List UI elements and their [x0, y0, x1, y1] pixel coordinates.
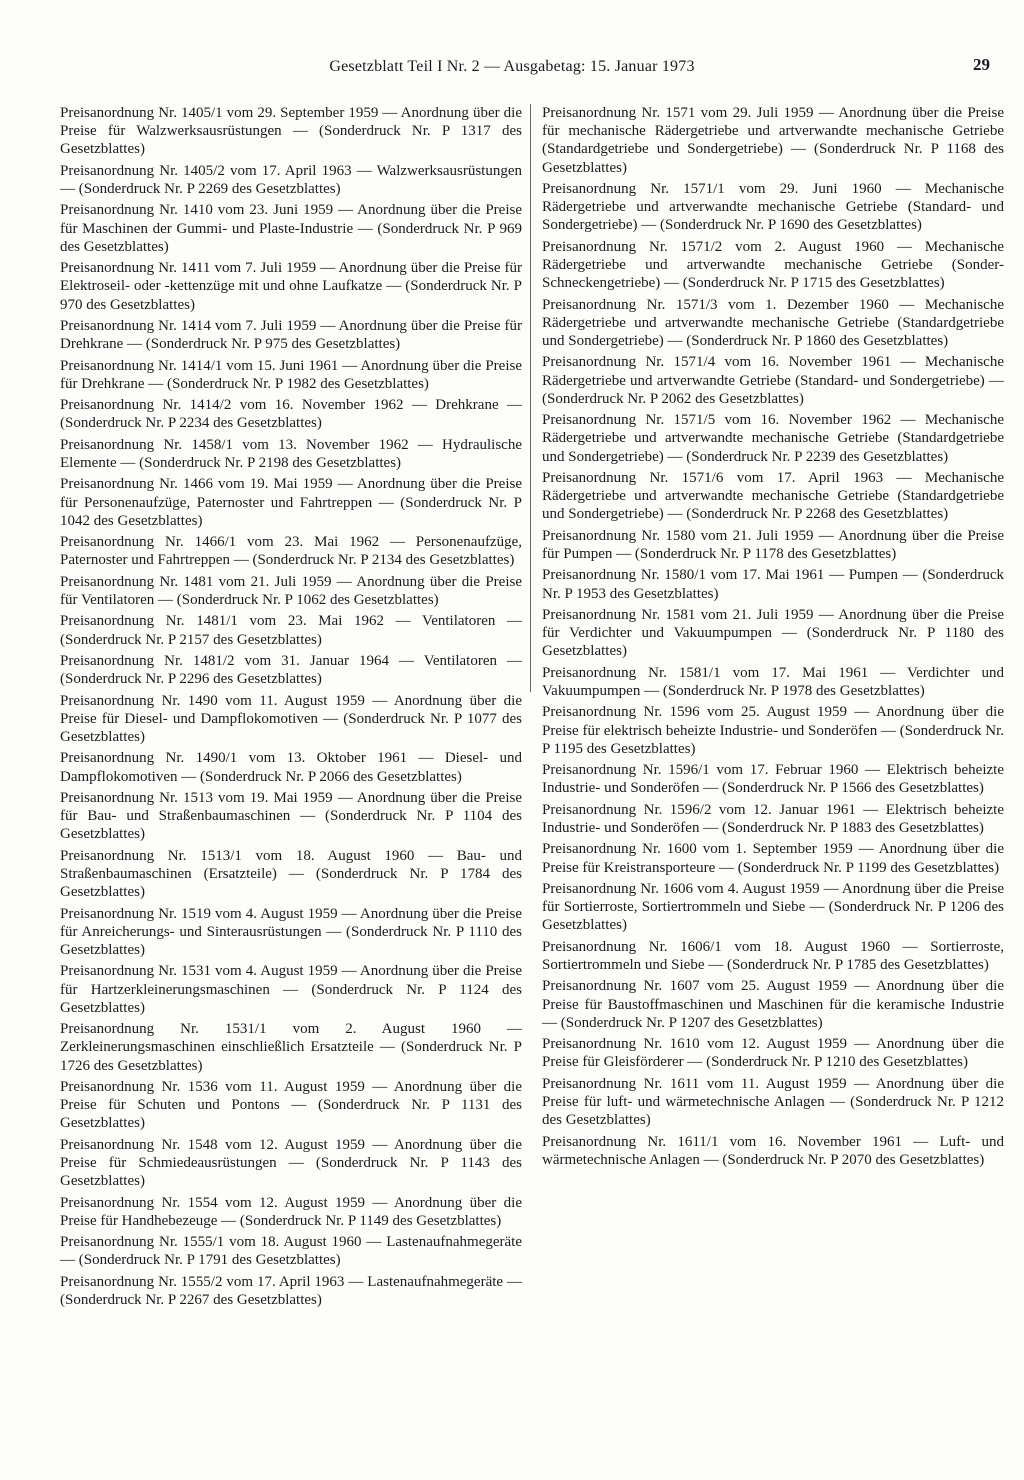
price-order-entry: Preisanordnung Nr. 1513/1 vom 18. August 1960 — Bau- und Straßenbaumaschinen (Ersatzteile) — (Sonderdruck Nr. P 1784 des Gesetzblattes): [60, 847, 522, 901]
price-order-entry: Preisanordnung Nr. 1610 vom 12. August 1959 — Anordnung über die Preise für Gleisförderer — (Sonderdruck Nr. P 1210 des Gesetzblattes): [542, 1036, 1004, 1071]
price-order-entry: Preisanordnung Nr. 1555/1 vom 18. August 1960 — Lastenaufnahmegeräte — (Sonderdruck Nr. P 1791 des Gesetzblattes): [60, 1234, 522, 1269]
page-header: [0, 55, 1024, 82]
price-order-entry: Preisanordnung Nr. 1571/1 vom 29. Juni 1960 — Mechanische Rädergetriebe und artverwandte mechanische Getriebe (Standard- und Sondergetriebe) — (Sonderdruck Nr. P 1690 des Gesetzblattes): [542, 181, 1004, 234]
price-order-entry: Preisanordnung Nr. 1611 vom 11. August 1959 — Anordnung über die Preise für luft- und wärmetechnische Anlagen — (Sonderdruck Nr. P 1212 des Gesetzblattes): [542, 1075, 1004, 1129]
price-order-entry: Preisanordnung Nr. 1531/1 vom 2. August 1960 — Zerkleinerungsmaschinen einschließlich Ersatzteile — (Sonderdruck Nr. P 1726 des Gesetzblattes): [60, 1021, 522, 1074]
price-order-entry: Preisanordnung Nr. 1580/1 vom 17. Mai 1961 — Pumpen — (Sonderdruck Nr. P 1953 des Gesetzblattes): [542, 567, 1004, 602]
price-order-entry: Preisanordnung Nr. 1519 vom 4. August 1959 — Anordnung über die Preise für Anreicherungs- und Sinterausrüstungen — (Sonderdruck Nr. P 1110 des Gesetzblattes): [60, 905, 522, 958]
price-order-entry: Preisanordnung Nr. 1414/1 vom 15. Juni 1961 — Anordnung über die Preise für Drehkrane — (Sonderdruck Nr. P 1982 des Gesetzblattes): [60, 357, 522, 392]
price-order-entry: Preisanordnung Nr. 1410 vom 23. Juni 1959 — Anordnung über die Preise für Maschinen der Gummi- und Plaste-Industrie — (Sonderdruck Nr. P 969 des Gesetzblattes): [60, 202, 522, 255]
price-order-entry: Preisanordnung Nr. 1607 vom 25. August 1959 — Anordnung über die Preise für Baustoffmaschinen und Maschinen für die keramische Industrie — (Sonderdruck Nr. P 1207 des Gesetzblattes): [542, 978, 1004, 1031]
price-order-entry: Preisanordnung Nr. 1571/3 vom 1. Dezember 1960 — Mechanische Rädergetriebe und artverwandte mechanische Getriebe (Standardgetriebe und Sondergetriebe) — (Sonderdruck Nr. P 1860 des Gesetzblattes): [542, 296, 1004, 349]
price-order-entry: Preisanordnung Nr. 1513 vom 19. Mai 1959 — Anordnung über die Preise für Bau- und Straßenbaumaschinen — (Sonderdruck Nr. P 1104 des Gesetzblattes): [60, 789, 522, 843]
price-order-entry: Preisanordnung Nr. 1481/1 vom 23. Mai 1962 — Ventilatoren — (Sonderdruck Nr. P 2157 des Gesetzblattes): [60, 613, 522, 648]
price-order-entry: Preisanordnung Nr. 1490 vom 11. August 1959 — Anordnung über die Preise für Diesel- und Dampflokomotiven — (Sonderdruck Nr. P 1077 des Gesetzblattes): [60, 692, 522, 745]
price-order-entry: Preisanordnung Nr. 1571/4 vom 16. November 1961 — Mechanische Rädergetriebe und artverwandte Getriebe (Standard- und Sondergetriebe) — (Sonderdruck Nr. P 2062 des Gesetzblattes): [542, 354, 1004, 407]
price-order-entry: Preisanordnung Nr. 1548 vom 12. August 1959 — Anordnung über die Preise für Schmiedeausrüstungen — (Sonderdruck Nr. P 1143 des Gesetzblattes): [60, 1136, 522, 1190]
price-order-entry: Preisanordnung Nr. 1405/2 vom 17. April 1963 — Walzwerksausrüstungen — (Sonderdruck Nr. P 2269 des Gesetzblattes): [60, 162, 522, 197]
header-title: Gesetzblatt Teil I Nr. 2 — Ausgabetag: 15. Januar 1973: [329, 58, 695, 75]
price-order-entry: Preisanordnung Nr. 1600 vom 1. September 1959 — Anordnung über die Preise für Kreistransporteure — (Sonderdruck Nr. P 1199 des Gesetzblattes): [542, 841, 1004, 876]
price-order-entry: Preisanordnung Nr. 1405/1 vom 29. September 1959 — Anordnung über die Preise für Walzwerksausrüstungen — (Sonderdruck Nr. P 1317 des Gesetzblattes): [60, 105, 522, 158]
price-order-entry: Preisanordnung Nr. 1466 vom 19. Mai 1959 — Anordnung über die Preise für Personenaufzüge, Paternoster und Fahrtreppen — (Sonderdruck Nr. P 1042 des Gesetzblattes): [60, 476, 522, 529]
price-order-entry: Preisanordnung Nr. 1611/1 vom 16. November 1961 — Luft- und wärmetechnische Anlagen — (Sonderdruck Nr. P 2070 des Gesetzblattes): [542, 1133, 1004, 1168]
price-order-entry: Preisanordnung Nr. 1458/1 vom 13. November 1962 — Hydraulische Elemente — (Sonderdruck Nr. P 2198 des Gesetzblattes): [60, 436, 522, 471]
price-order-entry: Preisanordnung Nr. 1571/6 vom 17. April 1963 — Mechanische Rädergetriebe und artverwandte mechanische Getriebe (Standardgetriebe und Sondergetriebe) — (Sonderdruck Nr. P 2268 des Gesetzblattes): [542, 469, 1004, 523]
price-order-entry: Preisanordnung Nr. 1554 vom 12. August 1959 — Anordnung über die Preise für Handhebezeuge — (Sonderdruck Nr. P 1149 des Gesetzblattes): [60, 1194, 522, 1229]
price-order-entry: Preisanordnung Nr. 1596/2 vom 12. Januar 1961 — Elektrisch beheizte Industrie- und Sonderöfen — (Sonderdruck Nr. P 1883 des Gesetzblattes): [542, 801, 1004, 836]
price-order-entry: Preisanordnung Nr. 1414 vom 7. Juli 1959 — Anordnung über die Preise für Drehkrane — (Sonderdruck Nr. P 975 des Gesetzblattes): [60, 317, 522, 353]
price-order-entry: Preisanordnung Nr. 1490/1 vom 13. Oktober 1961 — Diesel- und Dampflokomotiven — (Sonderdruck Nr. P 2066 des Gesetzblattes): [60, 750, 522, 785]
price-order-entry: Preisanordnung Nr. 1531 vom 4. August 1959 — Anordnung über die Preise für Hartzerkleinerungsmaschinen — (Sonderdruck Nr. P 1124 des Gesetzblattes): [60, 963, 522, 1016]
price-order-entry: Preisanordnung Nr. 1596 vom 25. August 1959 — Anordnung über die Preise für elektrisch beheizte Industrie- und Sonderöfen — (Sonderdruck Nr. P 1195 des Gesetzblattes): [542, 704, 1004, 757]
price-order-entry: Preisanordnung Nr. 1411 vom 7. Juli 1959 — Anordnung über die Preise für Elektroseil- oder -kettenzüge mit und ohne Laufkatze — (Sonderdruck Nr. P 970 des Gesetzblattes): [60, 260, 522, 313]
price-order-entry: Preisanordnung Nr. 1571/5 vom 16. November 1962 — Mechanische Rädergetriebe und artverwandte mechanische Getriebe (Standardgetriebe und Sondergetriebe) — (Sonderdruck Nr. P 2239 des Gesetzblattes): [542, 412, 1004, 465]
left-column: [60, 104, 522, 1312]
price-order-entry: Preisanordnung Nr. 1596/1 vom 17. Februar 1960 — Elektrisch beheizte Industrie- und Sonderöfen — (Sonderdruck Nr. P 1566 des Gesetzblattes): [542, 762, 1004, 797]
price-order-entry: Preisanordnung Nr. 1481 vom 21. Juli 1959 — Anordnung über die Preise für Ventilatoren — (Sonderdruck Nr. P 1062 des Gesetzblattes): [60, 573, 522, 608]
price-order-entry: Preisanordnung Nr. 1606 vom 4. August 1959 — Anordnung über die Preise für Sortierroste, Sortiertrommeln und Siebe — (Sonderdruck Nr. P 1206 des Gesetzblattes): [542, 880, 1004, 934]
price-order-entry: Preisanordnung Nr. 1536 vom 11. August 1959 — Anordnung über die Preise für Schuten und Pontons — (Sonderdruck Nr. P 1131 des Gesetzblattes): [60, 1078, 522, 1132]
page-number: 29: [973, 55, 990, 74]
price-order-entry: Preisanordnung Nr. 1555/2 vom 17. April 1963 — Lastenaufnahmegeräte — (Sonderdruck Nr. P 2267 des Gesetzblattes): [60, 1273, 522, 1308]
price-order-entry: Preisanordnung Nr. 1481/2 vom 31. Januar 1964 — Ventilatoren — (Sonderdruck Nr. P 2296 des Gesetzblattes): [60, 652, 522, 688]
price-order-entry: Preisanordnung Nr. 1571/2 vom 2. August 1960 — Mechanische Rädergetriebe und artverwandte mechanische Getriebe (Sonder-Schneckengetriebe) — (Sonderdruck Nr. P 1715 des Gesetzblattes): [542, 238, 1004, 292]
price-order-entry: Preisanordnung Nr. 1606/1 vom 18. August 1960 — Sortierroste, Sortiertrommeln und Siebe — (Sonderdruck Nr. P 1785 des Gesetzblattes): [542, 938, 1004, 973]
price-order-entry: Preisanordnung Nr. 1414/2 vom 16. November 1962 — Drehkrane — (Sonderdruck Nr. P 2234 des Gesetzblattes): [60, 397, 522, 432]
column-divider: [530, 104, 531, 692]
right-column: [542, 104, 1004, 1172]
price-order-entry: Preisanordnung Nr. 1571 vom 29. Juli 1959 — Anordnung über die Preise für mechanische Rädergetriebe und artverwandte mechanische Getriebe (Standardgetriebe und Sondergetriebe) — (Sonderdruck Nr. P 1168 des Gesetzblattes): [542, 105, 1004, 176]
price-order-entry: Preisanordnung Nr. 1581 vom 21. Juli 1959 — Anordnung über die Preise für Verdichter und Vakuumpumpen — (Sonderdruck Nr. P 1180 des Gesetzblattes): [542, 606, 1004, 660]
price-order-entry: Preisanordnung Nr. 1581/1 vom 17. Mai 1961 — Verdichter und Vakuumpumpen — (Sonderdruck Nr. P 1978 des Gesetzblattes): [542, 664, 1004, 699]
price-order-entry: Preisanordnung Nr. 1466/1 vom 23. Mai 1962 — Personenaufzüge, Paternoster und Fahrtreppen — (Sonderdruck Nr. P 2134 des Gesetzblattes): [60, 534, 522, 569]
price-order-entry: Preisanordnung Nr. 1580 vom 21. Juli 1959 — Anordnung über die Preise für Pumpen — (Sonderdruck Nr. P 1178 des Gesetzblattes): [542, 527, 1004, 562]
